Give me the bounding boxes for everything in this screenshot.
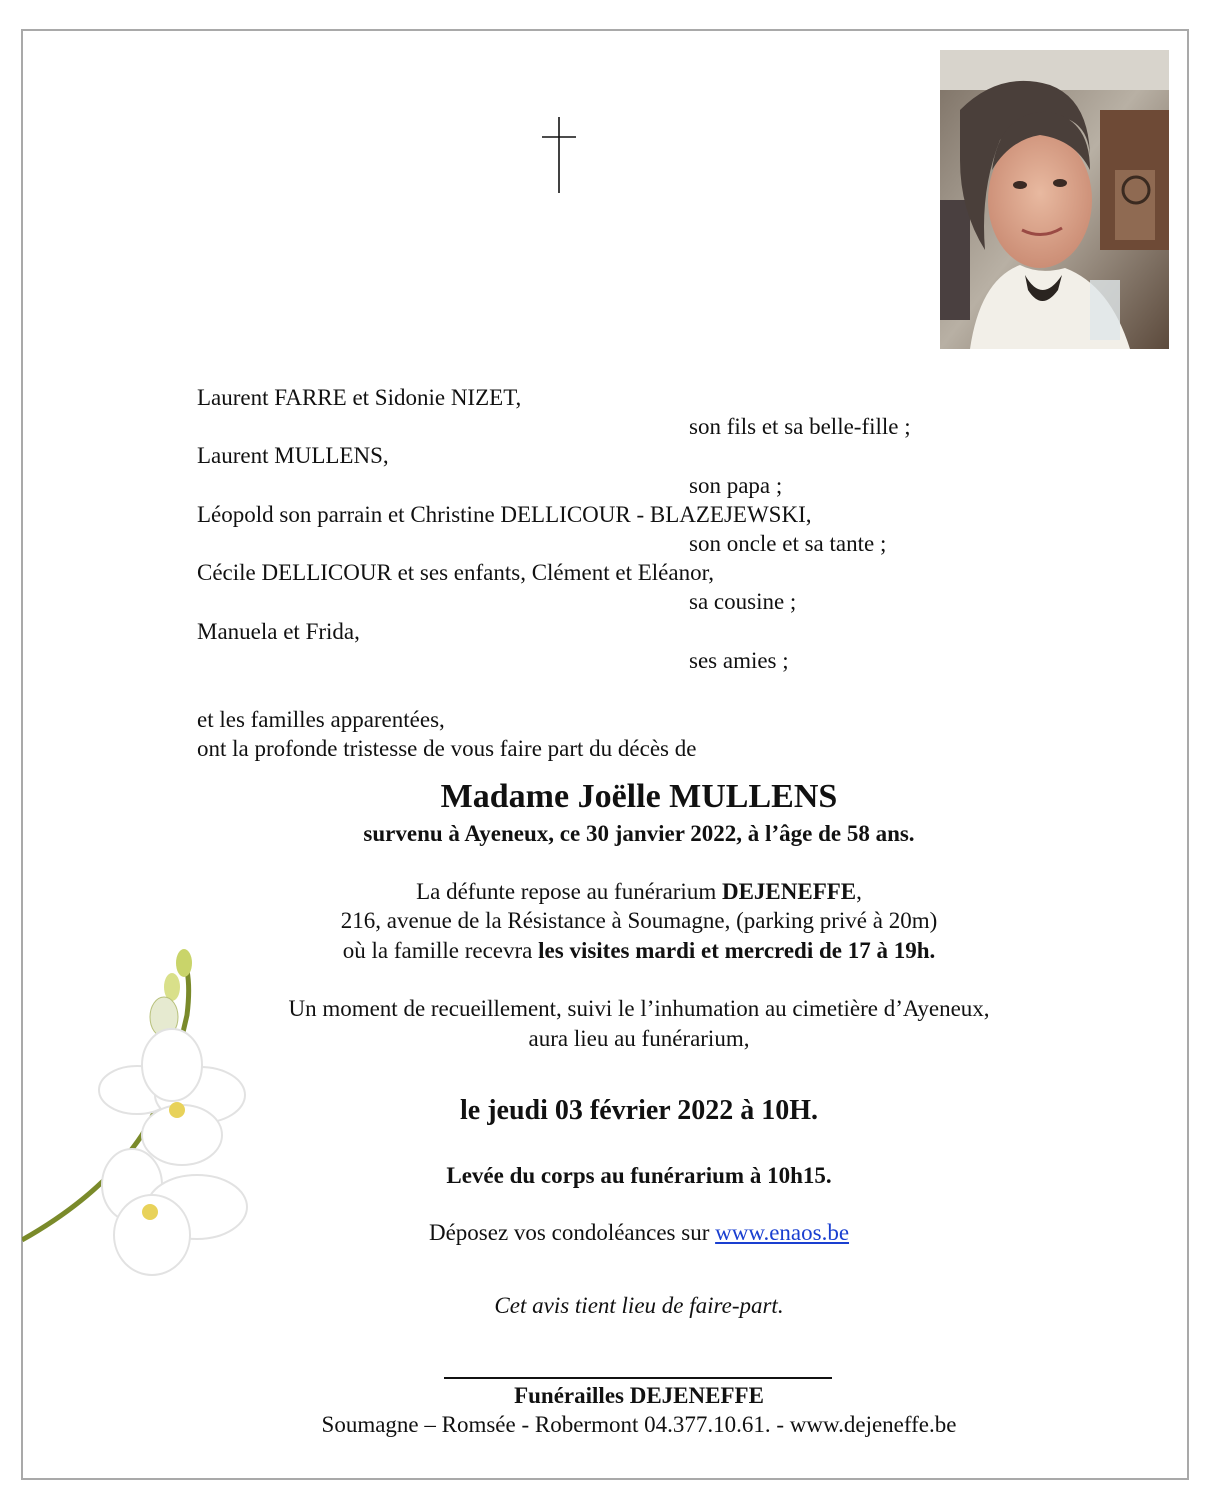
funerarium-visits: où la famille recevra les visites mardi et mercredi de 17 à 19h. — [342, 938, 936, 963]
notice-text: Cet avis tient lieu de faire-part. — [494, 1293, 784, 1318]
footer-company: Funérailles DEJENEFFE — [514, 1383, 764, 1408]
family-names-4: Cécile DELLICOUR et ses enfants, Clément et Eléanor, — [197, 560, 715, 585]
ceremony-date: le jeudi 03 février 2022 à 10H. — [460, 1095, 818, 1126]
footer-contact: Soumagne – Romsée - Robermont 04.377.10.61. - www.dejeneffe.be — [321, 1412, 957, 1437]
funerarium-address: 216, avenue de la Résistance à Soumagne, (parking privé à 20m) — [340, 908, 938, 933]
condolences-line: Déposez vos condoléances sur www.enaos.be — [428, 1220, 850, 1245]
family-relation-4: sa cousine ; — [689, 589, 797, 614]
condolences-link[interactable]: www.enaos.be — [715, 1220, 850, 1245]
deceased-name: Madame Joëlle MULLENS — [440, 778, 838, 815]
family-relation-2: son papa ; — [689, 473, 783, 498]
footer-separator — [444, 1377, 832, 1379]
cross-icon — [541, 117, 577, 193]
family-relation-3: son oncle et sa tante ; — [689, 531, 887, 556]
deceased-details: survenu à Ayeneux, ce 30 janvier 2022, à l’âge de 58 ans. — [363, 821, 915, 846]
family-names-3: Léopold son parrain et Christine DELLICOUR - BLAZEJEWSKI, — [197, 502, 812, 527]
ceremony-line-1: Un moment de recueillement, suivi le l’inhumation au cimetière d’Ayeneux, — [288, 996, 990, 1021]
intro-line-2: ont la profonde tristesse de vous faire part du décès de — [197, 736, 697, 761]
family-relation-1: son fils et sa belle-fille ; — [689, 414, 911, 439]
family-names-1: Laurent FARRE et Sidonie NIZET, — [197, 385, 522, 410]
funerarium-line-1: La défunte repose au funérarium DEJENEFFE, — [416, 879, 862, 904]
ceremony-line-2: aura lieu au funérarium, — [528, 1026, 750, 1051]
intro-line-1: et les familles apparentées, — [197, 707, 445, 732]
family-relation-5: ses amies ; — [689, 648, 789, 673]
family-names-2: Laurent MULLENS, — [197, 443, 389, 468]
portrait-photo — [940, 50, 1169, 349]
levee-du-corps: Levée du corps au funérarium à 10h15. — [446, 1163, 832, 1188]
family-names-5: Manuela et Frida, — [197, 619, 360, 644]
